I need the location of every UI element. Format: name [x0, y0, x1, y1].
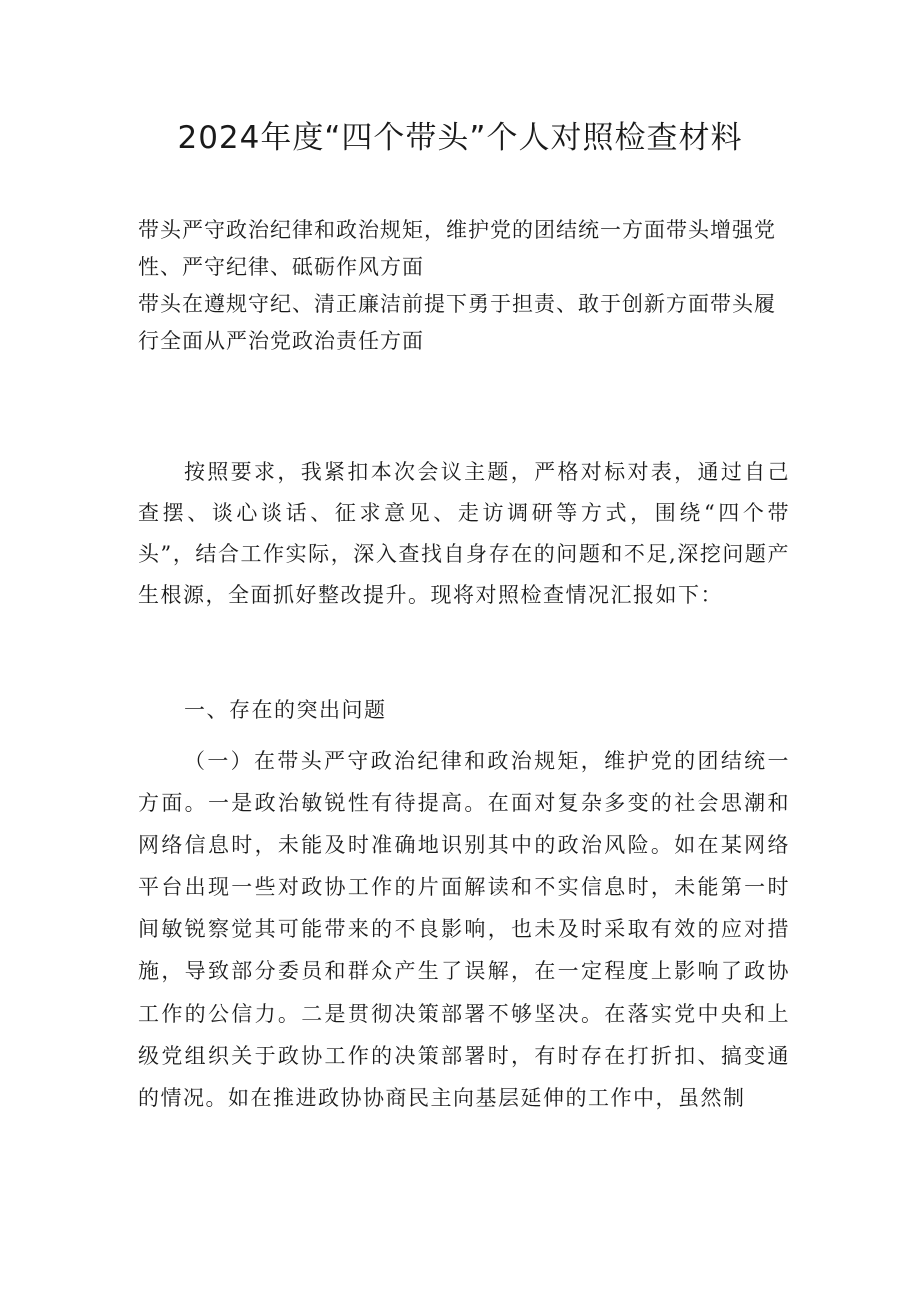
summary-block: [138, 212, 788, 360]
summary-line: 带头严守政治纪律和政治规矩，维护党的团结统一方面带头增强党性、严守纪律、砥砺作风方面: [138, 218, 776, 279]
section-body: [138, 740, 790, 1119]
document-title: 2024年度“四个带头”个人对照检查材料: [177, 120, 743, 156]
section-heading: 一、存在的突出问题: [184, 698, 387, 722]
summary-line: 带头在遵规守纪、清正廉洁前提下勇于担责、敢于创新方面带头履行全面从严治党政治责任方面: [138, 292, 776, 353]
intro-block: [138, 452, 790, 616]
section-paragraph: （一）在带头严守政治纪律和政治规矩，维护党的团结统一方面。一是政治敏锐性有待提高。在面对复杂多变的社会思潮和网络信息时，未能及时准确地识别其中的政治风险。如在某网络平台出现一些对政协工作的片面解读和不实信息时，未能第一时间敏锐察觉其可能带来的不良影响，也未及时采取有效的应对措施，导致部分委员和群众产生了误解，在一定程度上影响了政协工作的公信力。二是贯彻决策部署不够坚决。在落实党中央和上级党组织关于政协工作的决策部署时，有时存在打折扣、搞变通的情况。如在推进政协协商民主向基层延伸的工作中，虽然制: [138, 749, 790, 1110]
intro-paragraph: 按照要求，我紧扣本次会议主题，严格对标对表，通过自己查摆、谈心谈话、征求意见、走访调研等方式，围绕“四个带头”，结合工作实际，深入查找自身存在的问题和不足,深挖问题产生根源，全面抓好整改提升。现将对照检查情况汇报如下：: [138, 460, 790, 607]
